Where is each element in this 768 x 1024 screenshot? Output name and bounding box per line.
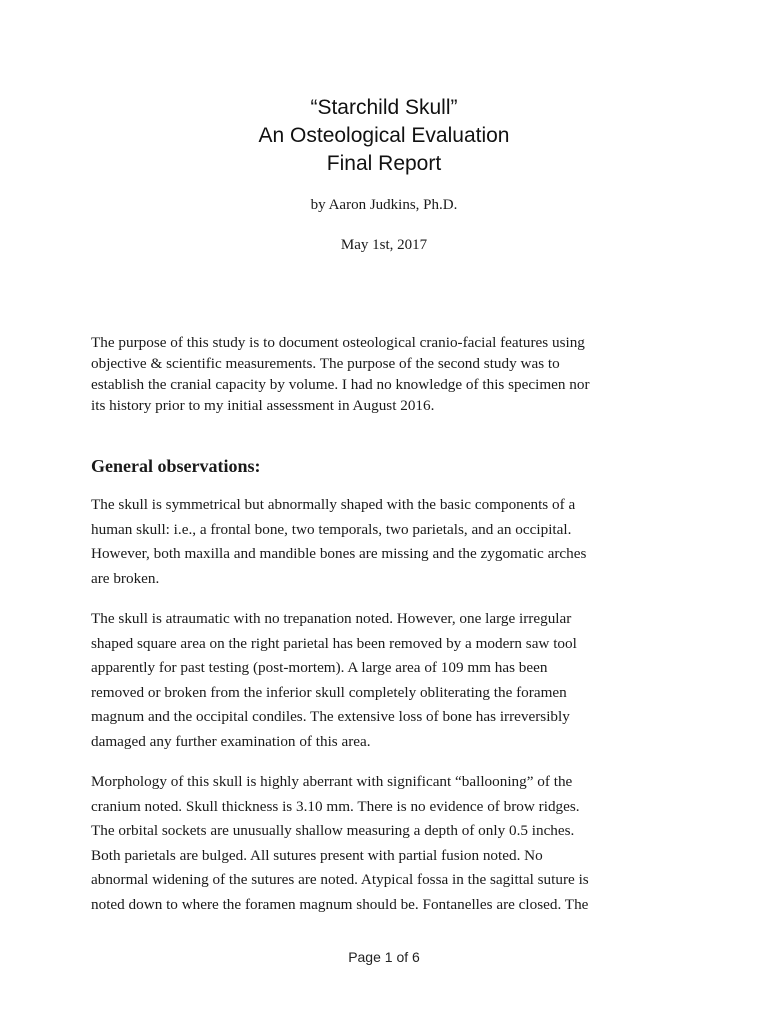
text-line: its history prior to my initial assessment in August 2016. xyxy=(91,397,435,414)
document-title xyxy=(0,94,768,178)
text-line: The skull is symmetrical but abnormally shaped with the basic components of a xyxy=(91,496,576,513)
text-line: magnum and the occipital condiles. The extensive loss of bone has irreversibly xyxy=(91,708,570,725)
text-line: The purpose of this study is to document osteological cranio-facial features using xyxy=(91,334,585,351)
text-line: However, both maxilla and mandible bones are missing and the zygomatic arches xyxy=(91,545,587,562)
text-line: are broken. xyxy=(91,569,160,587)
body-paragraph xyxy=(91,770,691,917)
body-paragraph xyxy=(91,493,691,591)
text-line: The orbital sockets are unusually shallow measuring a depth of only 0.5 inches. xyxy=(91,822,575,839)
text-line: apparently for past testing (post-mortem). A large area of 109 mm has been xyxy=(91,659,548,676)
section-heading: General observations: xyxy=(91,456,261,476)
text-line: establish the cranial capacity by volume. I had no knowledge of this specimen nor xyxy=(91,376,590,393)
page-number: Page 1 of 6 xyxy=(348,949,420,965)
text-line: removed or broken from the inferior skull completely obliterating the foramen xyxy=(91,683,567,701)
text-line: abnormal widening of the sutures are noted. Atypical fossa in the sagittal suture is xyxy=(91,871,589,888)
text-line: shaped square area on the right parietal has been removed by a modern saw tool xyxy=(91,634,577,652)
body-paragraph xyxy=(91,607,691,754)
text-line: cranium noted. Skull thickness is 3.10 mm. There is no evidence of brow ridges. xyxy=(91,797,580,815)
document-date: May 1st, 2017 xyxy=(340,237,428,253)
title-line: “Starchild Skull” xyxy=(310,96,458,119)
intro-paragraph xyxy=(91,332,691,416)
author-byline: by Aaron Judkins, Ph.D. xyxy=(310,197,458,213)
text-line: damaged any further examination of this area. xyxy=(91,732,371,750)
text-line: Morphology of this skull is highly aberrant with significant “ballooning” of the xyxy=(91,773,573,790)
text-line: objective & scientific measurements. The purpose of the second study was to xyxy=(91,355,560,372)
text-line: The skull is atraumatic with no trepanation noted. However, one large irregular xyxy=(91,610,572,627)
title-line: An Osteological Evaluation xyxy=(258,124,510,147)
text-line: Both parietals are bulged. All sutures present with partial fusion noted. No xyxy=(91,846,543,864)
text-line: noted down to where the foramen magnum should be. Fontanelles are closed. The xyxy=(91,895,589,913)
text-line: human skull: i.e., a frontal bone, two temporals, two parietals, and an occipital. xyxy=(91,520,572,538)
title-line: Final Report xyxy=(326,152,442,175)
